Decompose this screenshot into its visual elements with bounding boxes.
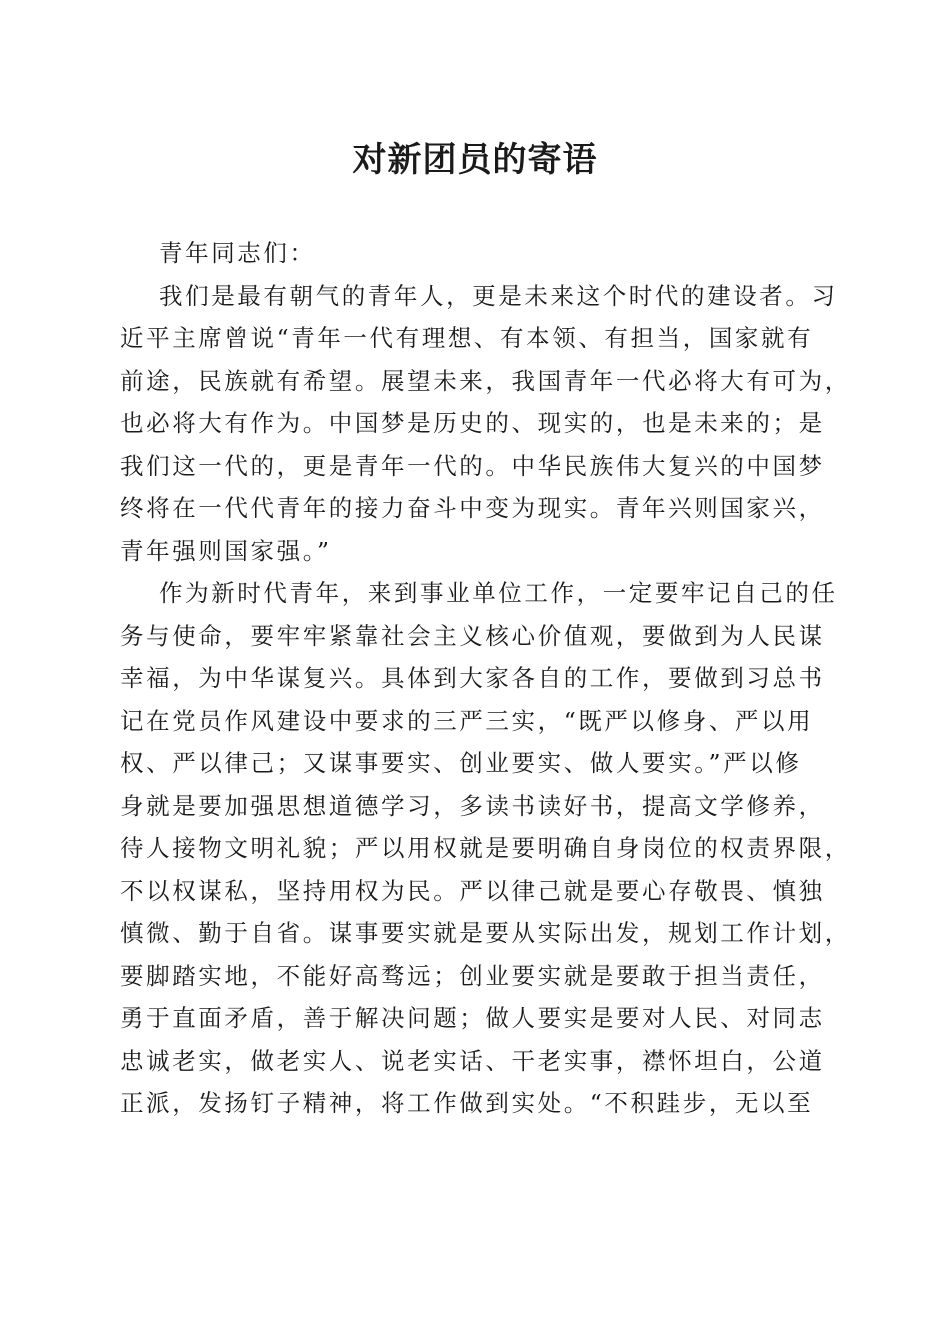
paragraph-2 bbox=[120, 572, 851, 1125]
paragraph-line: 忠诚老实，做老实人、说老实话、干老实事，襟怀坦白，公道 bbox=[120, 1046, 825, 1075]
document-body bbox=[120, 232, 851, 1125]
paragraph-line: 记在党员作风建设中要求的三严三实，“既严以修身、严以用 bbox=[120, 706, 814, 735]
paragraph-line: 幸福，为中华谋复兴。具体到大家各自的工作，要做到习总书 bbox=[120, 664, 825, 692]
paragraph-line: 前途，民族就有希望。展望未来，我国青年一代必将大有可为， bbox=[120, 366, 851, 395]
paragraph-line: 务与使命，要牢牢紧靠社会主义核心价值观，要做到为人民谋 bbox=[120, 621, 825, 650]
paragraph-line: 青年强则国家强。” bbox=[120, 536, 332, 565]
paragraph-line: 不以权谋私，坚持用权为民。严以律己就是要心存敬畏、慎独 bbox=[120, 876, 825, 905]
paragraph-line: 勇于直面矛盾，善于解决问题；做人要实是要对人民、对同志 bbox=[120, 1004, 825, 1032]
paragraph-1 bbox=[120, 275, 851, 573]
paragraph-line: 作为新时代青年，来到事业单位工作，一定要牢记自己的任 bbox=[159, 579, 838, 607]
paragraph-line: 待人接物文明礼貌；严以用权就是要明确自身岗位的权责界限， bbox=[120, 834, 851, 862]
paragraph-line: 身就是要加强思想道德学习，多读书读好书，提高文学修养， bbox=[120, 791, 825, 820]
paragraph-line: 慎微、勤于自省。谋事要实就是要从实际出发，规划工作计划， bbox=[120, 919, 851, 947]
paragraph-line: 正派，发扬钉子精神，将工作做到实处。“不积跬步，无以至 bbox=[120, 1089, 814, 1117]
paragraph-line: 权、严以律己；又谋事要实、创业要实、做人要实。”严以修 bbox=[120, 749, 802, 777]
paragraph-line: 终将在一代代青年的接力奋斗中变为现实。青年兴则国家兴， bbox=[120, 494, 825, 522]
paragraph-line: 我们是最有朝气的青年人，更是未来这个时代的建设者。习 bbox=[159, 281, 838, 310]
salutation: 青年同志们： bbox=[159, 239, 316, 267]
paragraph-line: 近平主席曾说“青年一代有理想、有本领、有担当，国家就有 bbox=[120, 324, 814, 352]
paragraph-line: 我们这一代的，更是青年一代的。中华民族伟大复兴的中国梦 bbox=[120, 451, 825, 480]
document-title: 对新团员的寄语 bbox=[352, 140, 598, 180]
paragraph-line: 也必将大有作为。中国梦是历史的、现实的，也是未来的；是 bbox=[120, 409, 825, 437]
paragraph-line: 要脚踏实地，不能好高骛远；创业要实就是要敢于担当责任， bbox=[120, 961, 825, 990]
